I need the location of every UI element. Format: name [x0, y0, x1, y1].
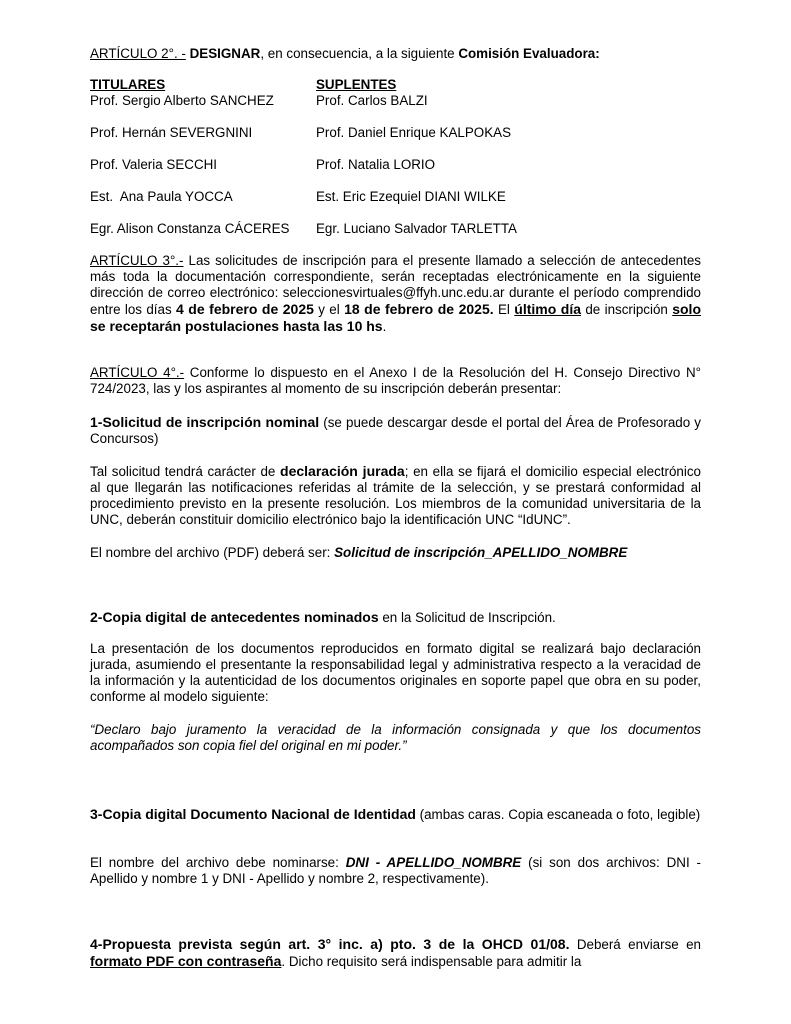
article-3 [90, 253, 701, 335]
article-3-text-3: El [493, 302, 515, 317]
ultimo-dia: último día [514, 301, 582, 317]
item-3-p1-a: El nombre del archivo debe nominarse: [90, 855, 346, 870]
item-2-paragraph: La presentación de los documentos reproducidos en formato digital se realizará bajo declaración jurada, asumiendo el presentante la responsabilidad legal y administrativa respecto a la veracidad de la información y la autenticidad de los documentos originales en soporte papel que obra en su poder, conforme al modelo siguiente: [90, 641, 701, 704]
item-2-title-rest: en la Solicitud de Inscripción. [378, 610, 556, 625]
item-3-title: 3-Copia digital Documento Nacional de Identidad [90, 806, 416, 822]
item-3-heading [90, 806, 701, 823]
item-1-filename-line [90, 545, 701, 561]
item-1-filename-text: El nombre del archivo (PDF) deberá ser: [90, 545, 335, 560]
titular-5: Egr. Alison Constanza CÁCERES [90, 221, 290, 236]
commission-keyword: Comisión Evaluadora: [458, 46, 600, 61]
article-2-label: ARTÍCULO 2°. - [90, 46, 186, 61]
item-1-title-rest: (se puede descargar desde el portal del Área de Profesorado y Concursos) [90, 415, 701, 446]
article-3-text-6: . [382, 319, 387, 334]
titular-2: Prof. Hernán SEVERGNINI [90, 125, 253, 140]
item-3-p1-c: (si son dos archivos: DNI - Apellido y nombre 1 y DNI - Apellido y nombre 2, respectivamente). [90, 855, 702, 886]
suplente-5: Egr. Luciano Salvador TARLETTA [316, 221, 517, 236]
declaration-quote: “Declaro bajo juramento la veracidad de la información consignada y que los documentos acompañados son copia fiel del original en mi poder.” [90, 722, 701, 753]
item-1-title: 1-Solicitud de inscripción nominal [90, 414, 320, 430]
item-1-paragraph [90, 463, 701, 528]
titular-1: Prof. Sergio Alberto SANCHEZ [90, 93, 274, 108]
article-3-text-2: y el [313, 302, 345, 317]
start-date: 4 de febrero de 2025 [176, 301, 314, 317]
titulares-header: TITULARES [90, 77, 166, 92]
article-4 [90, 365, 701, 397]
titular-4: Est. Ana Paula YOCCA [90, 189, 233, 204]
item-3-title-rest: (ambas caras. Copia escaneada o foto, legible) [415, 807, 701, 822]
article-3-label: ARTÍCULO 3°.- [90, 253, 184, 268]
article-4-label: ARTÍCULO 4°.- [90, 365, 185, 380]
item-2-title: 2-Copia digital de antecedentes nominados [90, 609, 379, 625]
item-3-paragraph [90, 855, 701, 887]
article-3-text-4: de inscripción [581, 302, 673, 317]
item-1-filename: Solicitud de inscripción_APELLIDO_NOMBRE [334, 545, 628, 560]
solo-keyword: solo [672, 301, 701, 317]
item-4-title: 4-Propuesta prevista según art. 3° inc. a) pto. 3 de la OHCD 01/08. [90, 936, 570, 952]
dni-filename: DNI - APELLIDO_NOMBRE [345, 855, 522, 870]
suplente-2: Prof. Daniel Enrique KALPOKAS [316, 125, 512, 140]
suplente-1: Prof. Carlos BALZI [316, 93, 428, 108]
item-4-text-b: . Dicho requisito será indispensable para admitir la [281, 954, 582, 969]
titular-3: Prof. Valeria SECCHI [90, 157, 218, 172]
formato-pdf: formato PDF con contraseña [90, 953, 282, 969]
item-1-p1-a: Tal solicitud tendrá carácter de [90, 464, 281, 479]
deadline-text: se receptarán postulaciones hasta las 10 hs [90, 318, 383, 334]
declaracion-jurada: declaración jurada [280, 463, 405, 479]
designar-keyword: DESIGNAR [189, 46, 261, 61]
suplente-4: Est. Eric Ezequiel DIANI WILKE [316, 189, 506, 204]
end-date: 18 de febrero de 2025. [344, 301, 494, 317]
item-2-heading [90, 609, 701, 626]
item-4-paragraph [90, 936, 701, 970]
item-1-p1-c: ; en ella se fijará el domicilio especial electrónico al que llegarán las notificaciones referidas al trámite de la selección, y se prestará conformidad al procedimiento previsto en la presente resolución. Los miembros de la comunidad universitaria de la UNC, deberán constituir domicilio electrónico bajo la identificación UNC “IdUNC”. [90, 464, 701, 527]
item-4-text-a: Deberá enviarse en [569, 937, 701, 952]
article-4-text: Conforme lo dispuesto en el Anexo I de la Resolución del H. Consejo Directivo N° 724/2023, las y los aspirantes al momento de su inscripción deberán presentar: [90, 365, 701, 396]
article-3-text-1: Las solicitudes de inscripción para el presente llamado a selección de antecedentes más toda la documentación correspondiente, serán receptadas electrónicamente en la siguiente dirección de correo electrónico: seleccionesvirtuales@ffyh.unc.edu.ar durante el período comprendido entre los días [90, 253, 701, 317]
suplente-3: Prof. Natalia LORIO [316, 157, 436, 172]
suplentes-header: SUPLENTES [316, 77, 397, 92]
item-1-heading [90, 414, 701, 447]
article-2 [90, 46, 701, 62]
article-2-text: , en consecuencia, a la siguiente [260, 46, 459, 61]
